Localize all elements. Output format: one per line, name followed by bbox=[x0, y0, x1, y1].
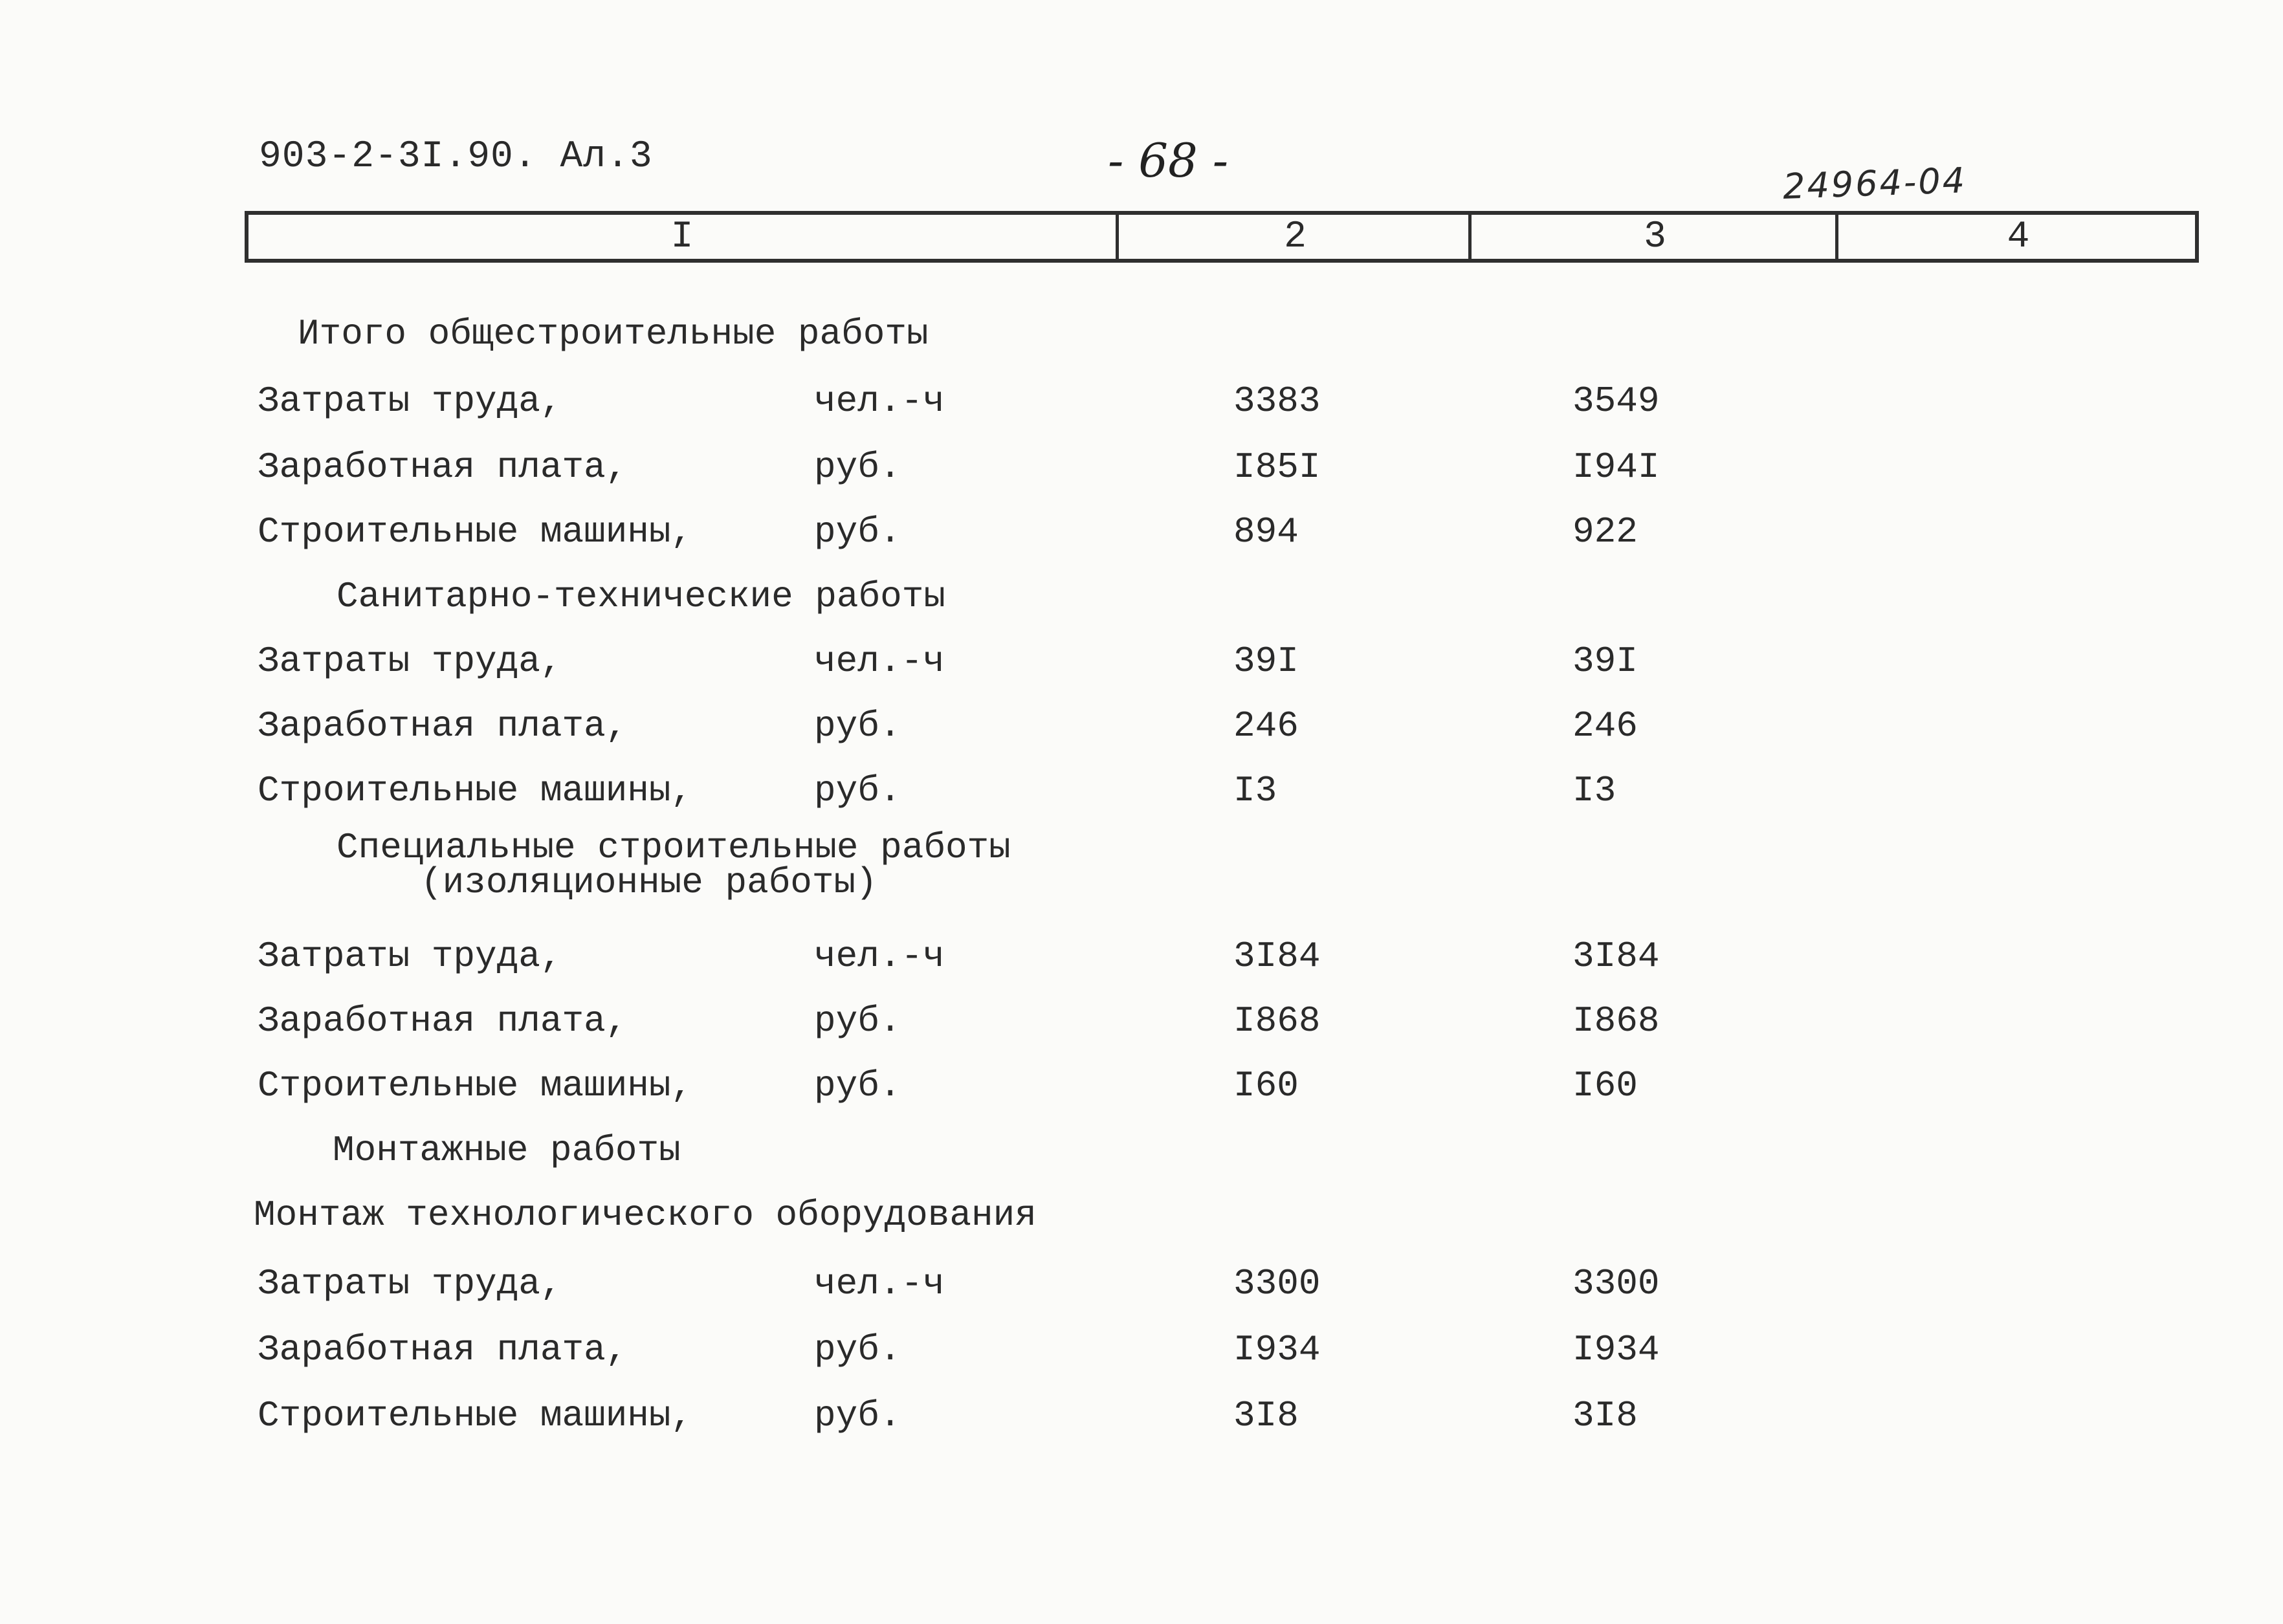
row-label: Строительные машины, bbox=[258, 1395, 693, 1436]
section-title: Итого общестроительные работы bbox=[298, 313, 929, 355]
row-value-col2: I60 bbox=[1233, 1065, 1299, 1106]
row-value-col2: 3I84 bbox=[1233, 936, 1321, 977]
row-unit: руб. bbox=[814, 1065, 901, 1106]
row-value-col2: I934 bbox=[1233, 1329, 1321, 1370]
row-value-col3: I934 bbox=[1572, 1329, 1660, 1370]
row-unit: чел.-ч bbox=[814, 641, 945, 682]
row-value-col3: 246 bbox=[1572, 705, 1638, 747]
subsection-title: Монтаж технологического оборудования bbox=[254, 1194, 1037, 1236]
row-value-col3: I60 bbox=[1572, 1065, 1638, 1106]
row-unit: чел.-ч bbox=[814, 380, 945, 422]
row-label: Строительные машины, bbox=[258, 770, 693, 811]
table-row bbox=[0, 375, 2283, 427]
row-value-col2: 3300 bbox=[1233, 1263, 1321, 1304]
section-row bbox=[0, 828, 2283, 867]
row-unit: руб. bbox=[814, 1000, 901, 1042]
row-label: Затраты труда, bbox=[258, 641, 562, 682]
row-label: Заработная плата, bbox=[258, 1000, 628, 1042]
row-value-col3: 3549 bbox=[1572, 380, 1660, 422]
section-subtitle: (изоляционные работы) bbox=[421, 862, 877, 903]
row-value-col3: 39I bbox=[1572, 641, 1638, 682]
row-value-col2: I3 bbox=[1233, 770, 1277, 811]
section-row bbox=[0, 308, 2283, 360]
row-value-col3: 3I84 bbox=[1572, 936, 1660, 977]
row-value-col3: I94I bbox=[1572, 446, 1660, 488]
row-value-col2: 3383 bbox=[1233, 380, 1321, 422]
table-row bbox=[0, 930, 2283, 982]
table-row bbox=[0, 441, 2283, 493]
section-title: Санитарно-технические работы bbox=[336, 576, 945, 617]
row-value-col2: 3I8 bbox=[1233, 1395, 1299, 1436]
row-label: Строительные машины, bbox=[258, 1065, 693, 1106]
row-value-col2: I868 bbox=[1233, 1000, 1321, 1042]
row-unit: руб. bbox=[814, 1395, 901, 1436]
row-unit: руб. bbox=[814, 446, 901, 488]
row-value-col3: 922 bbox=[1572, 511, 1638, 553]
table-row bbox=[0, 1390, 2283, 1442]
row-unit: руб. bbox=[814, 770, 901, 811]
row-unit: чел.-ч bbox=[814, 1263, 945, 1304]
row-label: Заработная плата, bbox=[258, 705, 628, 747]
row-unit: руб. bbox=[814, 1329, 901, 1370]
table-row bbox=[0, 506, 2283, 558]
row-label: Заработная плата, bbox=[258, 1329, 628, 1370]
handwritten-reference: 24964-04 bbox=[1781, 160, 1967, 207]
column-header-2: 2 bbox=[1116, 215, 1472, 259]
table-row bbox=[0, 765, 2283, 817]
table-row bbox=[0, 995, 2283, 1047]
row-unit: руб. bbox=[814, 511, 901, 553]
section-row bbox=[0, 571, 2283, 622]
subsection-row bbox=[0, 1189, 2283, 1241]
table-row bbox=[0, 700, 2283, 752]
page-number: - 68 - bbox=[1108, 133, 1229, 188]
row-label: Строительные машины, bbox=[258, 511, 693, 553]
column-header-3: 3 bbox=[1468, 215, 1838, 259]
row-value-col2: I85I bbox=[1233, 446, 1321, 488]
section-title: Специальные строительные работы bbox=[336, 827, 1011, 868]
row-value-col3: I868 bbox=[1572, 1000, 1660, 1042]
row-value-col3: 3300 bbox=[1572, 1263, 1660, 1304]
row-value-col2: 39I bbox=[1233, 641, 1299, 682]
row-unit: руб. bbox=[814, 705, 901, 747]
column-header-1: I bbox=[670, 216, 694, 258]
table-row bbox=[0, 1258, 2283, 1310]
table-row bbox=[0, 1324, 2283, 1376]
row-label: Затраты труда, bbox=[258, 936, 562, 977]
section-title: Монтажные работы bbox=[333, 1130, 681, 1171]
row-label: Затраты труда, bbox=[258, 1263, 562, 1304]
section-subtitle-row bbox=[0, 863, 2283, 902]
document-code: 903-2-3I.90. Ал.3 bbox=[259, 136, 653, 178]
table-row bbox=[0, 1060, 2283, 1112]
row-unit: чел.-ч bbox=[814, 936, 945, 977]
row-value-col2: 246 bbox=[1233, 705, 1299, 747]
column-header-4: 4 bbox=[1835, 215, 2198, 259]
row-label: Затраты труда, bbox=[258, 380, 562, 422]
column-header-table bbox=[245, 211, 2199, 263]
row-value-col3: 3I8 bbox=[1572, 1395, 1638, 1436]
row-value-col3: I3 bbox=[1572, 770, 1616, 811]
row-value-col2: 894 bbox=[1233, 511, 1299, 553]
row-label: Заработная плата, bbox=[258, 446, 628, 488]
table-row bbox=[0, 635, 2283, 687]
section-row bbox=[0, 1125, 2283, 1176]
